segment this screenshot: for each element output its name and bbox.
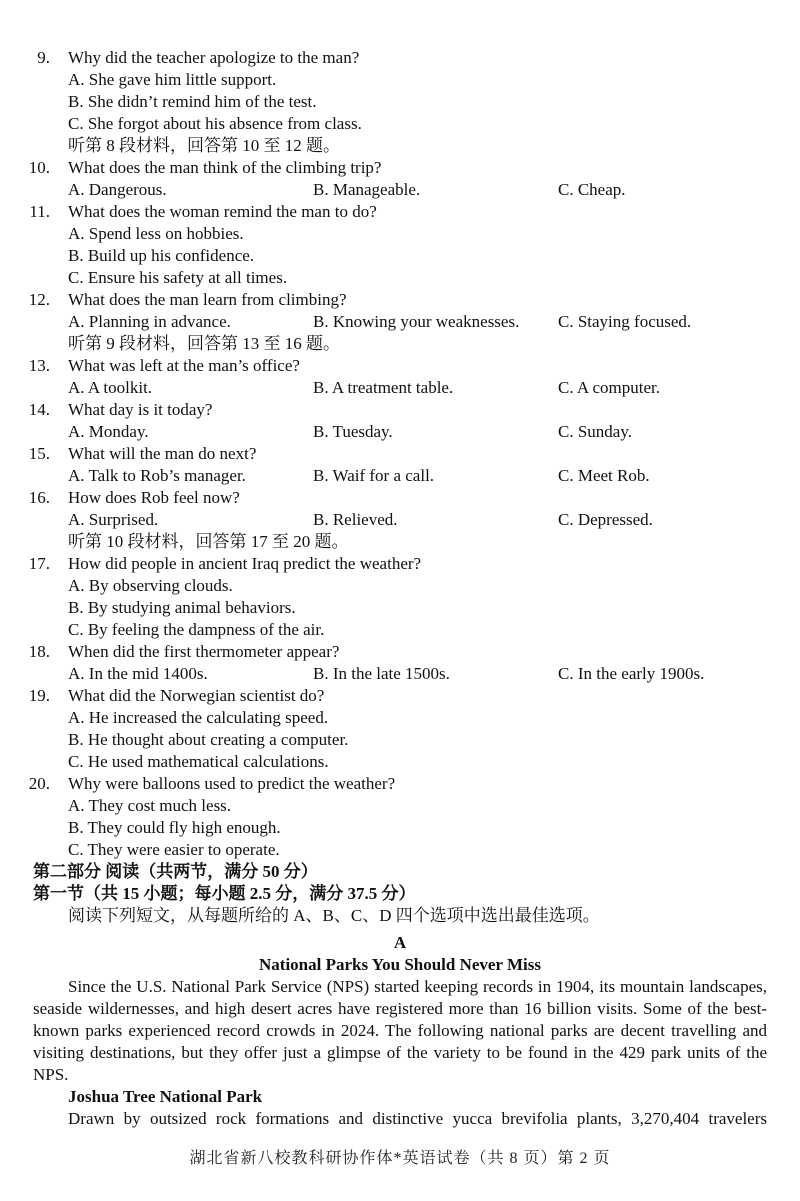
passage-paragraph-1: Since the U.S. National Park Service (NPS) started keeping records in 1904, its mountain landscapes, seaside wildernesses, and high desert acres have registered more than 16 billion visits. Some of the best-known parks experienced record crowds in 2024. The following national parks are decent travelling and visiting destinations, but they offer just a glimpse of the variety to be found in the 429 park units of the NPS. (33, 977, 767, 1084)
question-19 (0, 685, 800, 773)
listening-questions (0, 47, 800, 861)
question-text: 10. What does the man think of the climbing trip? (0, 157, 800, 179)
question-9 (0, 47, 800, 157)
options-row (0, 179, 800, 201)
option-B: B. Knowing your weaknesses. (313, 312, 520, 331)
option-B: B. By studying animal behaviors. (68, 598, 296, 617)
option-B: B. In the late 1500s. (313, 664, 450, 683)
option-B: B. Manageable. (313, 180, 421, 199)
option-A: A. They cost much less. (68, 796, 232, 815)
question-14 (0, 399, 800, 443)
option-C: C. By feeling the dampness of the air. (68, 620, 325, 639)
question-number: 12. (28, 290, 50, 309)
question-15 (0, 443, 800, 487)
options-row (0, 377, 800, 399)
question-number: 19. (28, 686, 50, 705)
option-A: A. Surprised. (68, 510, 159, 529)
option-A: A. A toolkit. (68, 378, 153, 397)
question-text: 18. When did the first thermometer appear? (0, 641, 800, 663)
page-footer: 湖北省新八校教科研协作体*英语试卷（共 8 页）第 2 页 (189, 1150, 611, 1167)
question-number: 18. (28, 642, 50, 661)
question-text: 9. Why did the teacher apologize to the man? (0, 47, 800, 69)
option-C: C. Staying focused. (558, 312, 692, 331)
option-A: A. Planning in advance. (68, 312, 231, 331)
section1-heading: 第一节（共 15 小题；每小题 2.5 分，满分 37.5 分） (33, 884, 416, 903)
question-text: 14. What day is it today? (0, 399, 800, 421)
option-A: A. Monday. (68, 422, 149, 441)
question-number: 11. (29, 202, 50, 221)
question-text: 17. How did people in ancient Iraq predict the weather? (0, 553, 800, 575)
question-number: 17. (28, 554, 50, 573)
option-B: B. A treatment table. (313, 378, 454, 397)
question-number: 13. (28, 356, 50, 375)
option-C: C. She forgot about his absence from class. (68, 114, 362, 133)
question-16 (0, 487, 800, 553)
option-C: C. A computer. (558, 378, 660, 397)
question-text: 16. How does Rob feel now? (0, 487, 800, 509)
question-number: 15. (28, 444, 50, 463)
question-13 (0, 355, 800, 399)
option-B: B. Build up his confidence. (68, 246, 255, 265)
option-C: C. Sunday. (558, 422, 632, 441)
question-text: 20. Why were balloons used to predict the weather? (0, 773, 800, 795)
options-row (0, 465, 800, 487)
question-18 (0, 641, 800, 685)
option-A: A. By observing clouds. (68, 576, 233, 595)
listening-material-note: 听第 9 段材料，回答第 13 至 16 题。 (68, 334, 340, 353)
options-row (0, 509, 800, 531)
question-20 (0, 773, 800, 861)
question-10 (0, 157, 800, 201)
option-A: A. Spend less on hobbies. (68, 224, 244, 243)
question-number: 10. (28, 158, 50, 177)
options-row (0, 311, 800, 333)
option-C: C. Meet Rob. (558, 466, 650, 485)
option-A: A. In the mid 1400s. (68, 664, 208, 683)
option-B: B. Tuesday. (313, 422, 393, 441)
option-B: B. Waif for a call. (313, 466, 435, 485)
question-number: 14. (28, 400, 50, 419)
passage-paragraph-2: Drawn by outsized rock formations and distinctive yucca brevifolia plants, 3,270,404 travelers (68, 1109, 767, 1128)
option-A: A. She gave him little support. (68, 70, 277, 89)
option-C: C. Depressed. (558, 510, 653, 529)
option-C: C. Ensure his safety at all times. (68, 268, 288, 287)
option-A: A. Talk to Rob’s manager. (68, 466, 246, 485)
question-number: 16. (28, 488, 50, 507)
option-B: B. Relieved. (313, 510, 398, 529)
option-A: A. He increased the calculating speed. (68, 708, 329, 727)
listening-material-note: 听第 8 段材料，回答第 10 至 12 题。 (68, 136, 340, 155)
option-C: C. They were easier to operate. (68, 840, 280, 859)
question-12 (0, 289, 800, 355)
question-text: 12. What does the man learn from climbing? (0, 289, 800, 311)
option-B: B. She didn’t remind him of the test. (68, 92, 317, 111)
listening-material-note: 听第 10 段材料，回答第 17 至 20 题。 (68, 532, 349, 551)
options-row (0, 663, 800, 685)
question-text: 15. What will the man do next? (0, 443, 800, 465)
passage-subheading: Joshua Tree National Park (68, 1087, 263, 1106)
passage-label: A (393, 933, 407, 952)
page-content (0, 47, 800, 1130)
option-B: B. He thought about creating a computer. (68, 730, 349, 749)
option-C: C. Cheap. (558, 180, 626, 199)
option-B: B. They could fly high enough. (68, 818, 281, 837)
question-number: 20. (28, 774, 50, 793)
option-C: C. He used mathematical calculations. (68, 752, 329, 771)
passage-title: National Parks You Should Never Miss (259, 955, 541, 974)
question-text: 13. What was left at the man’s office? (0, 355, 800, 377)
question-11 (0, 201, 800, 289)
part2-heading: 第二部分 阅读（共两节，满分 50 分） (33, 862, 318, 881)
question-text: 11. What does the woman remind the man to do? (0, 201, 800, 223)
question-17 (0, 553, 800, 641)
question-number: 9. (37, 48, 50, 67)
option-A: A. Dangerous. (68, 180, 167, 199)
question-text: 19. What did the Norwegian scientist do? (0, 685, 800, 707)
option-C: C. In the early 1900s. (558, 664, 705, 683)
reading-instructions: 阅读下列短文，从每题所给的 A、B、C、D 四个选项中选出最佳选项。 (68, 906, 600, 925)
options-row (0, 421, 800, 443)
